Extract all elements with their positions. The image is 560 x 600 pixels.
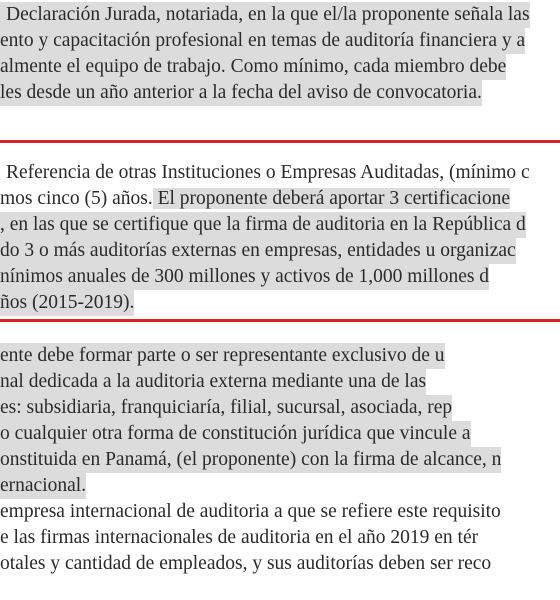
paragraph-line [0, 186, 510, 212]
paragraph-line: empresa internacional de auditoria a que se refiere este requisito [0, 501, 501, 522]
paragraph-line: do 3 o más auditorías externas en empresas, entidades u organizac [0, 238, 516, 264]
paragraph-line: ente debe formar parte o ser representante exclusivo de u [0, 343, 445, 369]
paragraph-line: e las firmas internacionales de auditoria en el año 2019 en tér [0, 527, 479, 548]
paragraph-line: , en las que se certifique que la firma de auditoria en la República d [0, 212, 526, 238]
text-highlighted: El proponente deberá aportar 3 certificacione [152, 188, 511, 209]
paragraph-line: ernacional. [0, 473, 86, 499]
text-plain: mos cinco (5) años. [0, 188, 153, 209]
paragraph-line: ños (2015-2019). [0, 290, 134, 316]
red-divider-bottom [0, 319, 560, 322]
paragraph-line: les desde un año anterior a la fecha del aviso de convocatoria. [0, 80, 482, 106]
paragraph-line: otales y cantidad de empleados, y sus auditorías deben ser reco [0, 553, 492, 574]
paragraph-line: Referencia de otras Instituciones o Empresas Auditadas, (mínimo c [6, 162, 530, 183]
paragraph-line: onstituida en Panamá, (el proponente) con la firma de alcance, n [0, 447, 501, 473]
paragraph-line: nal dedicada a la auditoria externa mediante una de las [0, 369, 426, 395]
paragraph-line: Declaración Jurada, notariada, en la que el/la proponente señala las [0, 2, 530, 28]
red-divider-top [0, 140, 560, 143]
paragraph-line: nínimos anuales de 300 millones y activos de 1,000 millones d [0, 264, 489, 290]
paragraph-line: ento y capacitación profesional en temas de auditoría financiera y a [0, 28, 525, 54]
paragraph-line: almente el equipo de trabajo. Como mínimo, cada miembro debe [0, 54, 506, 80]
paragraph-line: es: subsidiaria, franquiciaría, filial, sucursal, asociada, rep [0, 395, 452, 421]
paragraph-line: o cualquier otra forma de constitución jurídica que vincule a [0, 421, 471, 447]
